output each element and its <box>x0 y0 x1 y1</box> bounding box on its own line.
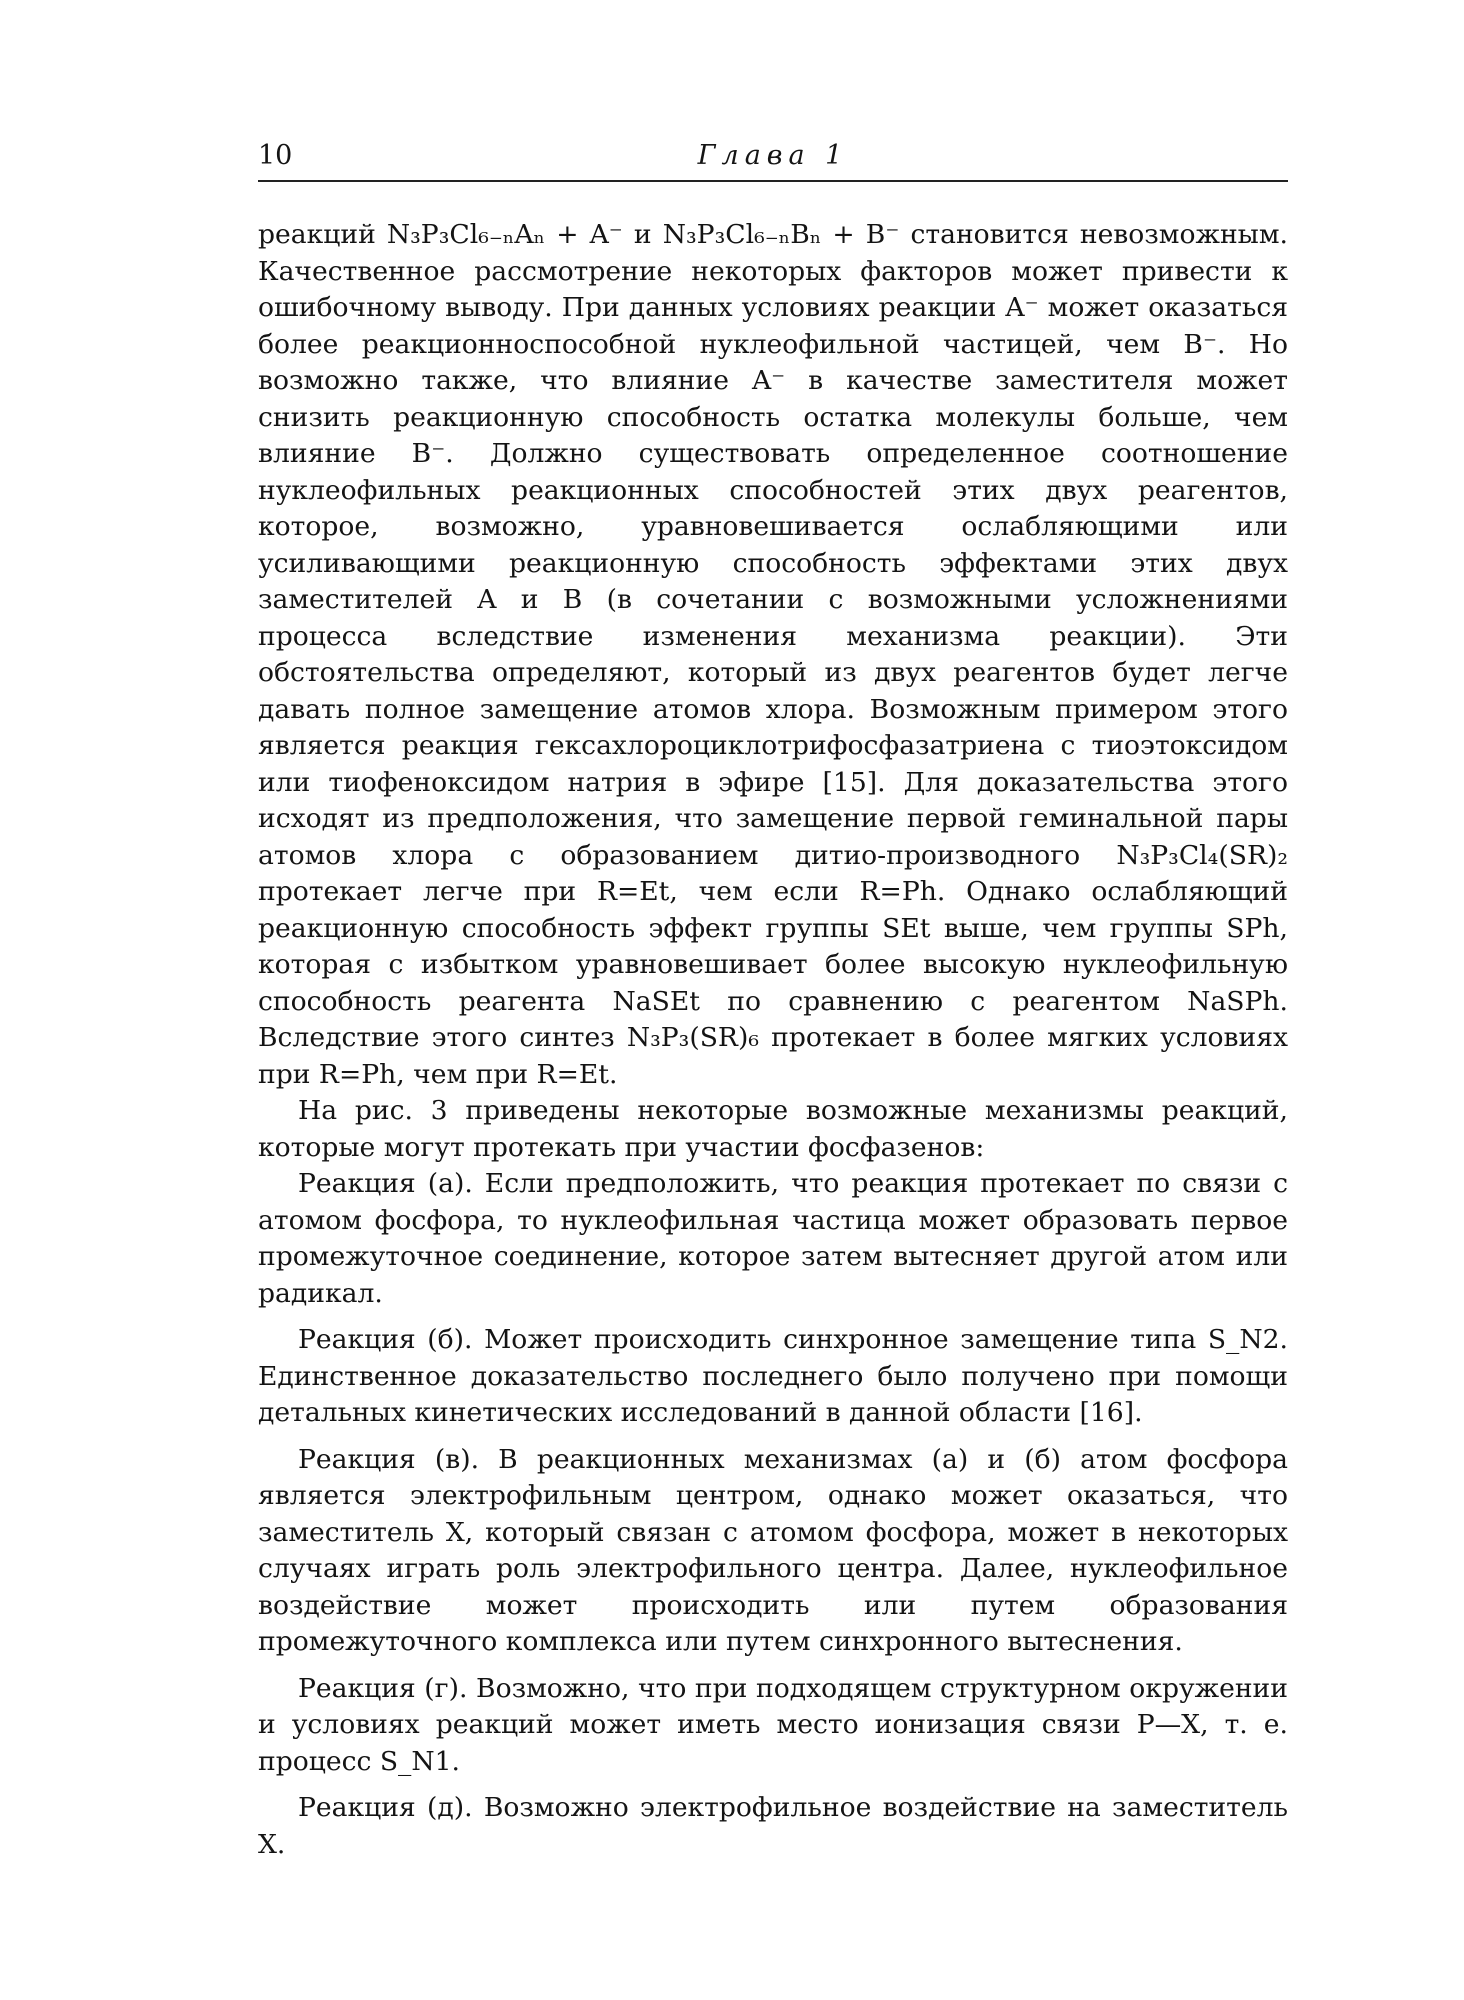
paragraph-reaction-d: Реакция (д). Возможно электрофильное воздействие на заместитель X. <box>258 1792 1288 1860</box>
paragraph-reaction-a: Реакция (а). Если предположить, что реакция протекает по связи с атомом фосфора, то нуклеофильная частица может образовать первое промежуточное соединение, которое затем вытесняет другой атом или радикал. <box>258 1168 1288 1309</box>
paragraph-reaction-v: Реакция (в). В реакционных механизмах (а) и (б) атом фосфора является электрофильным центром, однако может оказаться, что заместитель X, который связан с атомом фосфора, может в некоторых случаях играть роль электрофильного центра. Далее, нуклеофильное воздействие может происходить или путем образования промежуточного комплекса или путем синхронного вытеснения. <box>258 1443 1288 1657</box>
running-head: Глава 1 <box>697 140 849 171</box>
paragraph-reaction-g: Реакция (г). Возможно, что при подходящем структурном окружении и условиях реакций может иметь место ионизация связи P—X, т. е. процесс S_N1. <box>258 1672 1288 1777</box>
header-rule <box>258 180 1288 182</box>
page-number: 10 <box>258 140 293 171</box>
paragraph-figure-reference: На рис. 3 приведены некоторые возможные механизмы реакций, которые могут протекать при участии фосфазенов: <box>258 1095 1288 1163</box>
body-text <box>258 217 1288 1863</box>
paragraph-reaction-b: Реакция (б). Может происходить синхронное замещение типа S_N2. Единственное доказательство последнего было получено при помощи детальных кинетических исследований в данной области [16]. <box>258 1324 1288 1428</box>
paragraph-continued: реакций N₃P₃Cl₆₋ₙAₙ + A⁻ и N₃P₃Cl₆₋ₙBₙ + B⁻ становится невозможным. Качественное рассмотрение некоторых факторов может привести к ошибочному выводу. При данных условиях реакции A⁻ может оказаться более реакционноспособной нуклеофильной частицей, чем B⁻. Но возможно также, что влияние A⁻ в качестве заместителя может снизить реакционную способность остатка молекулы больше, чем влияние B⁻. Должно существовать определенное соотношение нуклеофильных реакционных способностей этих двух реагентов, которое, возможно, уравновешивается ослабляющими или усиливающими реакционную способность эффектами этих двух заместителей A и B (в сочетании с возможными усложнениями процесса вследствие изменения механизма реакции). Эти обстоятельства определяют, который из двух реагентов будет легче давать полное замещение атомов хлора. Возможным примером этого является реакция гексахлороциклотрифосфазатриена с тиоэтоксидом или тиофеноксидом натрия в эфире [15]. Для доказательства этого исходят из предположения, что замещение первой геминальной пары атомов хлора с образованием дитио-производного N₃P₃Cl₄(SR)₂ протекает легче при R=Et, чем если R=Ph. Однако ослабляющий реакционную способность эффект группы SEt выше, чем группы SPh, которая с избытком уравновешивает более высокую нуклеофильную способность реагента NaSEt по сравнению с реагентом NaSPh. Вследствие этого синтез N₃P₃(SR)₆ протекает в более мягких условиях при R=Ph, чем при R=Et. <box>258 219 1288 1090</box>
page-header <box>258 140 1288 176</box>
